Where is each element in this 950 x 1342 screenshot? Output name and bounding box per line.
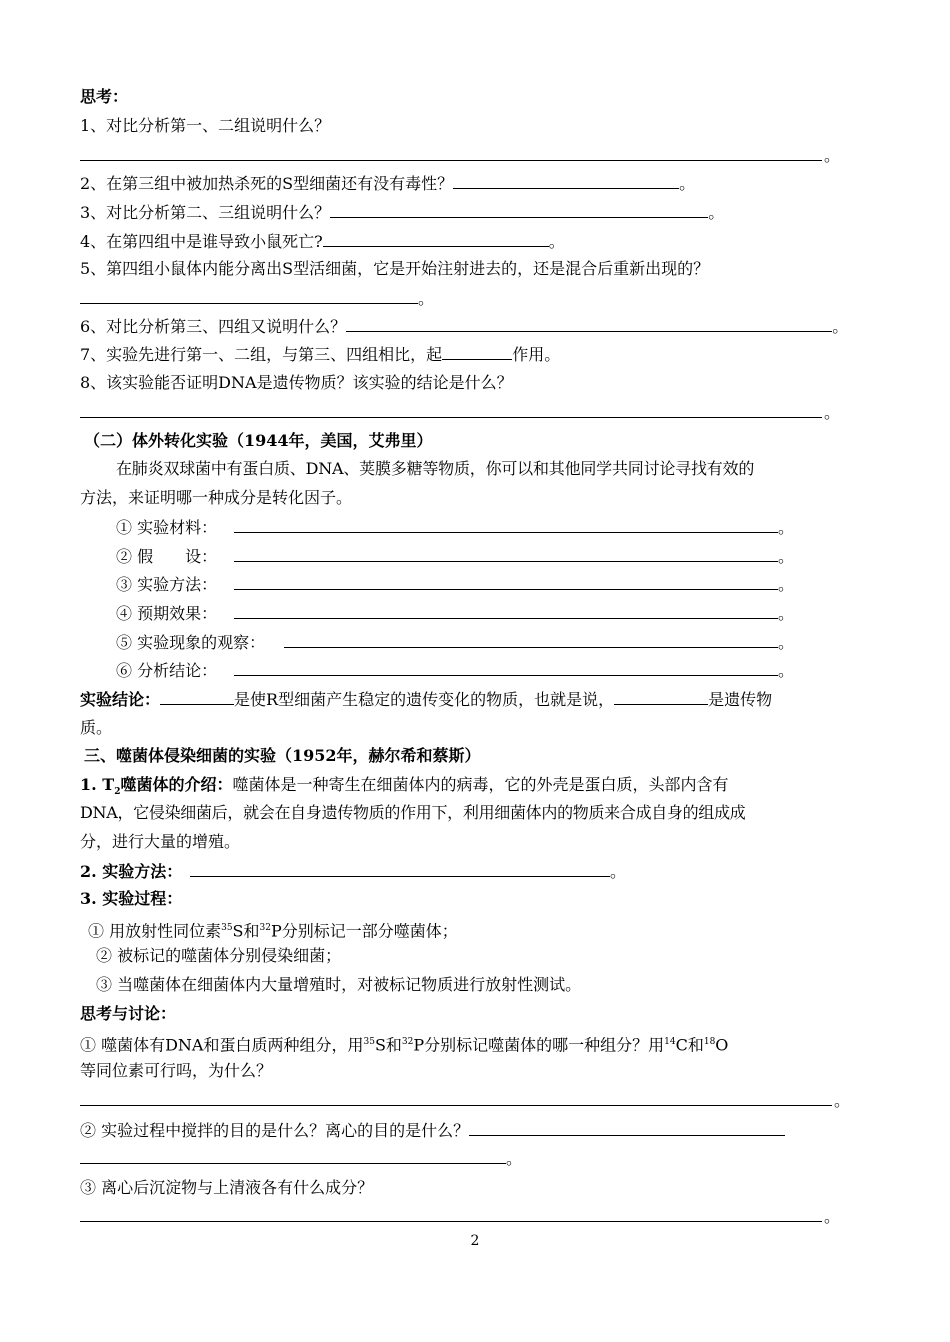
period: 。 bbox=[778, 518, 795, 537]
question-1: 1、对比分析第一、二组说明什么？ bbox=[80, 116, 331, 135]
superscript: 35 bbox=[221, 923, 233, 933]
blank-line[interactable] bbox=[160, 689, 234, 705]
blank-line[interactable] bbox=[80, 1206, 822, 1222]
question-5: 5、第四组小鼠体内能分离出S型活细菌，它是开始注射进去的，还是混合后重新出现的？ bbox=[80, 259, 710, 278]
blank-line[interactable] bbox=[234, 546, 778, 562]
blank-line[interactable] bbox=[234, 574, 778, 590]
superscript: 18 bbox=[703, 1037, 716, 1047]
item-label: ③ 实验方法： bbox=[116, 575, 218, 594]
label-part: 1. T bbox=[80, 775, 115, 794]
conclusion-label: 实验结论： bbox=[80, 690, 161, 709]
question-4 bbox=[80, 231, 565, 252]
item-label: ① 实验材料： bbox=[116, 518, 218, 537]
superscript: 32 bbox=[401, 1037, 414, 1047]
item-label: ② 假 设： bbox=[116, 547, 218, 566]
label-part: 噬菌体的介绍： bbox=[120, 775, 233, 794]
period: 。 bbox=[832, 317, 849, 336]
superscript: 35 bbox=[363, 1037, 375, 1047]
item-label: ⑥ 分析结论： bbox=[116, 661, 218, 680]
blank-line[interactable] bbox=[234, 517, 778, 533]
discussion-1-cont: 等同位素可行吗，为什么？ bbox=[80, 1061, 273, 1080]
question-3-text: 3、对比分析第二、三组说明什么？ bbox=[80, 203, 331, 222]
disc-text: ① 噬菌体有DNA和蛋白质两种组分，用 bbox=[80, 1035, 364, 1055]
step-text: P分别标记一部分噬菌体； bbox=[270, 921, 458, 941]
blank-line[interactable] bbox=[330, 202, 708, 218]
blank-line[interactable] bbox=[323, 231, 549, 247]
process-step-2: ② 被标记的噬菌体分别侵染细菌； bbox=[96, 946, 342, 965]
question-6 bbox=[80, 316, 848, 337]
blank-line[interactable] bbox=[346, 316, 832, 332]
method-line bbox=[80, 861, 626, 882]
question-8: 8、该实验能否证明DNA是遗传物质？该实验的结论是什么？ bbox=[80, 373, 513, 392]
answer-line-d3 bbox=[80, 1206, 840, 1227]
method-label: 2. 实验方法： bbox=[80, 862, 183, 881]
process-label: 3. 实验过程： bbox=[80, 889, 183, 908]
section-2-paragraph-2: 方法，来证明哪一种成分是转化因子。 bbox=[80, 488, 353, 507]
item-observation bbox=[116, 632, 794, 653]
period: 。 bbox=[778, 604, 795, 623]
experiment-conclusion bbox=[80, 689, 772, 710]
answer-line-d2 bbox=[80, 1148, 522, 1169]
question-7-text: 7、实验先进行第一、二组，与第三、四组相比，起 bbox=[80, 345, 443, 364]
blank-line[interactable] bbox=[80, 1090, 832, 1106]
period: 。 bbox=[778, 575, 795, 594]
discussion-3: ③ 离心后沉淀物与上清液各有什么成分？ bbox=[80, 1178, 374, 1197]
disc-text: P分别标记噬菌体的哪一种组分？用 bbox=[413, 1035, 665, 1055]
step-text: ① 用放射性同位素 bbox=[88, 921, 222, 941]
step-text: S和 bbox=[232, 921, 260, 941]
item-conclusion bbox=[116, 660, 794, 681]
process-step-1 bbox=[88, 918, 458, 941]
blank-line[interactable] bbox=[469, 1120, 785, 1136]
period: 。 bbox=[548, 232, 565, 251]
period: 。 bbox=[418, 289, 435, 308]
disc-text: ② 实验过程中搅拌的目的是什么？离心的目的是什么？ bbox=[80, 1121, 470, 1140]
blank-line[interactable] bbox=[190, 861, 610, 877]
item-materials bbox=[116, 517, 794, 538]
question-3 bbox=[80, 202, 724, 223]
period: 。 bbox=[610, 862, 627, 881]
question-2-text: 2、在第三组中被加热杀死的S型细菌还有没有毒性？ bbox=[80, 174, 454, 193]
period: 。 bbox=[778, 547, 795, 566]
blank-line[interactable] bbox=[80, 402, 822, 418]
conclusion-text: 是使R型细菌产生稳定的遗传变化的物质，也就是说， bbox=[234, 690, 615, 709]
item-label: ⑤ 实验现象的观察： bbox=[116, 633, 266, 652]
experiment-conclusion-cont: 质。 bbox=[80, 718, 113, 737]
question-7 bbox=[80, 344, 560, 365]
phage-intro-1 bbox=[80, 775, 728, 802]
page-number: 2 bbox=[470, 1233, 480, 1249]
section-2-paragraph-1: 在肺炎双球菌中有蛋白质、DNA、荚膜多糖等物质，你可以和其他同学共同讨论寻找有效的 bbox=[116, 459, 755, 478]
blank-line[interactable] bbox=[453, 173, 679, 189]
item-label: ④ 预期效果： bbox=[116, 604, 218, 623]
blank-line[interactable] bbox=[80, 288, 418, 304]
blank-line[interactable] bbox=[80, 145, 822, 161]
answer-line-d1 bbox=[80, 1090, 850, 1111]
period: 。 bbox=[506, 1149, 523, 1168]
item-expected bbox=[116, 603, 794, 624]
discussion-label: 思考与讨论： bbox=[80, 1004, 177, 1023]
item-hypothesis bbox=[116, 546, 794, 567]
superscript: 14 bbox=[664, 1037, 676, 1047]
section-2-title: （二）体外转化实验（1944年，美国，艾弗里） bbox=[84, 431, 433, 450]
superscript: 32 bbox=[259, 923, 271, 933]
period: 。 bbox=[834, 1091, 851, 1110]
blank-line[interactable] bbox=[442, 344, 512, 360]
section-3-title: 三、噬菌体侵染细菌的实验（1952年，赫尔希和蔡斯） bbox=[84, 746, 481, 765]
intro-text: 噬菌体是一种寄生在细菌体内的病毒，它的外壳是蛋白质，头部内含有 bbox=[232, 775, 729, 794]
period: 。 bbox=[824, 146, 841, 165]
blank-line[interactable] bbox=[284, 632, 778, 648]
disc-text: S和 bbox=[374, 1035, 402, 1055]
period: 。 bbox=[824, 403, 841, 422]
period: 。 bbox=[679, 174, 696, 193]
disc-text: C和 bbox=[675, 1035, 704, 1055]
phage-intro-3: 分，进行大量的增殖。 bbox=[80, 832, 241, 851]
discussion-1 bbox=[80, 1032, 728, 1055]
period: 。 bbox=[708, 203, 725, 222]
disc-text: O bbox=[715, 1035, 729, 1055]
answer-line-8 bbox=[80, 402, 840, 423]
period: 。 bbox=[778, 661, 795, 680]
discussion-2 bbox=[80, 1120, 785, 1141]
question-2 bbox=[80, 173, 695, 194]
process-step-3: ③ 当噬菌体在细菌体内大量增殖时，对被标记物质进行放射性测试。 bbox=[96, 975, 582, 994]
subscript: 2 bbox=[114, 787, 121, 798]
blank-line[interactable] bbox=[234, 603, 778, 619]
item-method bbox=[116, 574, 794, 595]
period: 。 bbox=[778, 633, 795, 652]
blank-line[interactable] bbox=[80, 1148, 506, 1164]
question-4-text: 4、在第四组中是谁导致小鼠死亡? bbox=[80, 232, 323, 251]
think-title: 思考： bbox=[80, 87, 129, 106]
phage-intro-label bbox=[80, 775, 233, 798]
period: 。 bbox=[824, 1207, 841, 1226]
answer-line-1 bbox=[80, 145, 840, 166]
question-6-text: 6、对比分析第三、四组又说明什么？ bbox=[80, 317, 347, 336]
blank-line[interactable] bbox=[614, 689, 708, 705]
answer-line-5 bbox=[80, 288, 434, 309]
conclusion-text-end: 是遗传物 bbox=[708, 690, 773, 709]
question-7-text-end: 作用。 bbox=[512, 345, 561, 364]
blank-line[interactable] bbox=[234, 660, 778, 676]
phage-intro-2: DNA，它侵染细菌后，就会在自身遗传物质的作用下，利用细菌体内的物质来合成自身的组成成 bbox=[80, 803, 746, 822]
